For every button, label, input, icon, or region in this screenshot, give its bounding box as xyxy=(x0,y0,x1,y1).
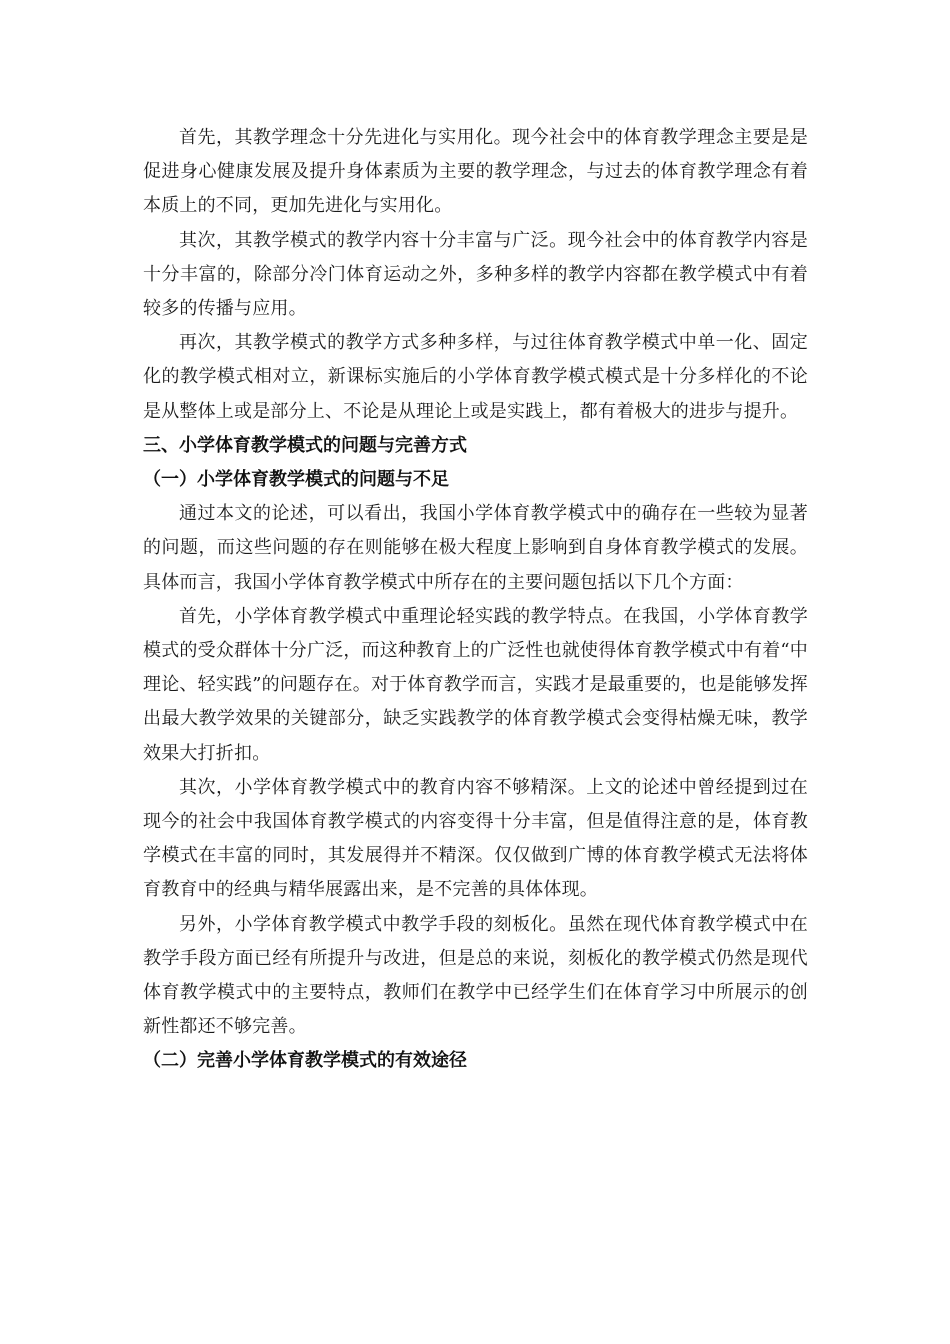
paragraph-rich-content: 其次，其教学模式的教学内容十分丰富与广泛。现今社会中的体育教学内容是十分丰富的，除部分冷门体育运动之外，多种多样的教学内容都在教学模式中有着较多的传播与应用。 xyxy=(143,229,808,320)
paragraph-overview: 通过本文的论述，可以看出，我国小学体育教学模式中的确存在一些较为显著的问题，而这些问题的存在则能够在极大程度上影响到自身体育教学模式的发展。具体而言，我国小学体育教学模式中所存在的主要问题包括以下几个方面： xyxy=(143,503,808,593)
paragraph-shallow-content: 其次，小学体育教学模式中的教育内容不够精深。上文的论述中曾经提到过在现今的社会中我国体育教学模式的内容变得十分丰富，但是值得注意的是，体育教学模式在丰富的同时，其发展得并不精深。仅仅做到广博的体育教学模式无法将体育教育中的经典与精华展露出来，是不完善的具体体现。 xyxy=(143,776,808,901)
document-body xyxy=(143,121,808,1079)
paragraph-diverse-methods: 再次，其教学模式的教学方式多种多样，与过往体育教学模式中单一化、固定化的教学模式相对立，新课标实施后的小学体育教学模式模式是十分多样化的不论是从整体上或是部分上、不论是从理论上或是实践上，都有着极大的进步与提升。 xyxy=(143,332,808,422)
subsection-heading-improvements: （二）完善小学体育教学模式的有效途径 xyxy=(143,1050,467,1072)
paragraph-theory-over-practice: 首先，小学体育教学模式中重理论轻实践的教学特点。在我国，小学体育教学模式的受众群体十分广泛，而这种教育上的广泛性也就使得体育教学模式中有着“中理论、轻实践”的问题存在。对于体育教学而言，实践才是最重要的，也是能够发挥出最大教学效果的关键部分，缺乏实践教学的体育教学模式会变得枯燥无味，教学效果大打折扣。 xyxy=(143,605,808,764)
subsection-heading-shortcomings: （一）小学体育教学模式的问题与不足 xyxy=(143,469,449,491)
paragraph-advanced-concept: 首先，其教学理念十分先进化与实用化。现今社会中的体育教学理念主要是是促进身心健康发展及提升身体素质为主要的教学理念，与过去的体育教学理念有着本质上的不同，更加先进化与实用化。 xyxy=(143,127,808,217)
section-heading-problems: 三、小学体育教学模式的问题与完善方式 xyxy=(143,434,467,456)
paragraph-rigid-methods: 另外，小学体育教学模式中教学手段的刻板化。虽然在现代体育教学模式中在教学手段方面已经有所提升与改进，但是总的来说，刻板化的教学模式仍然是现代体育教学模式中的主要特点，教师们在教学中已经学生们在体育学习中所展示的创新性都还不够完善。 xyxy=(143,913,808,1038)
